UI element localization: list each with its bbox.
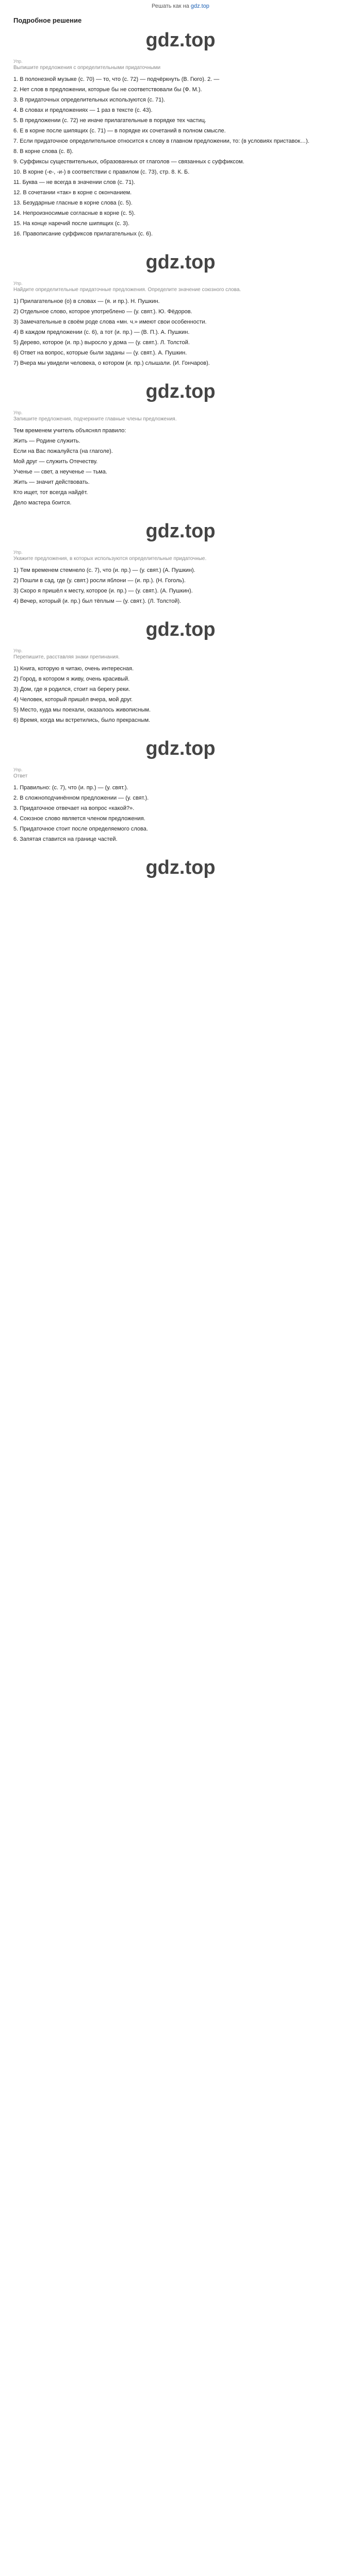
section-line: 10. В корне (-е-, -и-) в соответствии с правилом (с. 73), стр. 8. К. Б. <box>13 169 190 175</box>
section-subtitle: Запишите предложения, подчеркните главные члены предложения. <box>13 416 177 422</box>
section-tag: Упр. <box>13 59 23 64</box>
top-notice-link[interactable]: gdz.top <box>190 3 209 9</box>
section-line: 4) В каждом предложении (с. 6), а тот (и. пр.) — (В. П.). А. Пушкин. <box>13 329 190 335</box>
section-line: 2) Пошли в сад, где (у. свят.) росли яблони — (и. пр.). (Н. Гоголь). <box>13 578 186 584</box>
section-line: 5. Придаточное стоит после определяемого слова. <box>13 826 148 832</box>
section-line: 12. В сочетании «так» в корне с окончанием. <box>13 190 132 196</box>
section-line: 3. В придаточных определительных используются (с. 71). <box>13 97 166 103</box>
section-line: 1) Прилагательное (о) в словах — (я. и пр.). Н. Пушкин. <box>13 298 160 304</box>
watermark: gdz.top <box>145 738 216 759</box>
section-line: 2) Город, в котором я живу, очень красивый. <box>13 676 130 682</box>
section-line: 13. Безударные гласные в корне слова (с. 5). <box>13 200 133 206</box>
section-line: Тем временем учитель объяснял правило: <box>13 428 126 434</box>
section-card <box>13 410 348 508</box>
section-subtitle: Ответ <box>13 773 28 779</box>
section-line: 6. Е в корне после шипящих (с. 71) — в порядке их сочетаний в полном смысле. <box>13 128 226 134</box>
section-line: 6) Время, когда мы встретились, было прекрасным. <box>13 717 151 723</box>
section-subtitle: Перепишите, расставляя знаки препинания. <box>13 654 120 660</box>
section-card <box>13 648 348 725</box>
watermark: gdz.top <box>145 29 216 51</box>
section-subtitle: Выпишите предложения с определительными придаточными <box>13 65 161 71</box>
section-line: 3) Скоро я пришёл к месту, которое (и. пр.) — (у. свят.). (А. Пушкин). <box>13 588 193 594</box>
top-notice <box>0 0 361 11</box>
section-line: 2. Нет слов в предложении, которые бы не соответствовали бы (Ф. М.). <box>13 87 202 93</box>
section-line: 15. На конце наречий после шипящих (с. 3). <box>13 221 129 227</box>
section-tag: Упр. <box>13 648 23 653</box>
section-line: 5) Дерево, которое (и. пр.) выросло у дома — (у. свят.). Л. Толстой. <box>13 340 190 346</box>
section-line: 7. Если придаточное определительное относится к слову в главном предложении, то: (в условиях приставок…). <box>13 138 309 144</box>
section-subtitle: Найдите определительные придаточные предложения. Определите значение союзного слова. <box>13 287 241 293</box>
section-line: Если на Вас пожалуйста (на глаголе). <box>13 448 113 454</box>
section-line: 2. В сложноподчинённом предложении — (у. свят.). <box>13 795 149 801</box>
section-card <box>13 549 348 606</box>
section-card <box>13 280 348 368</box>
watermark: gdz.top <box>145 251 216 273</box>
section-tag: Упр. <box>13 550 23 555</box>
section-card <box>13 767 348 844</box>
section-line: 2) Отдельное слово, которое употреблено — (у. свят.). Ю. Фёдоров. <box>13 309 192 315</box>
section-line: 7) Вчера мы увидели человека, о котором (и. пр.) слышали. (И. Гончаров). <box>13 360 210 366</box>
section-line: Ученье — свет, а неученье — тьма. <box>13 469 107 475</box>
section-tag: Упр. <box>13 410 23 415</box>
section-line: 4) Человек, который пришёл вчера, мой друг. <box>13 697 133 703</box>
watermark: gdz.top <box>145 381 216 402</box>
section-line: 6) Ответ на вопрос, которые были заданы — (у. свят.). А. Пушкин. <box>13 350 187 356</box>
section-line: Жить — значит действовать. <box>13 479 90 485</box>
section-card <box>13 58 348 239</box>
section-tag: Упр. <box>13 281 23 286</box>
content <box>0 16 361 878</box>
section-line: 1) Книга, которую я читаю, очень интересная. <box>13 666 134 672</box>
watermark: gdz.top <box>145 520 216 542</box>
section-line: 4. Союзное слово является членом предложения. <box>13 816 145 822</box>
section-subtitle: Укажите предложения, в которых используются определительные придаточные. <box>13 556 207 562</box>
section-line: 1. В полонезной музыке (с. 70) — то, что (с. 72) — подчёркнуть (В. Гюго). 2. — <box>13 76 220 82</box>
section-line: Дело мастера боится. <box>13 500 72 506</box>
section-line: 3. Придаточное отвечает на вопрос «какой?». <box>13 805 135 811</box>
section-line: 14. Непроизносимые согласные в корне (с. 5). <box>13 210 136 216</box>
watermark: gdz.top <box>145 857 216 878</box>
section-line: 8. В корне слова (с. 8). <box>13 148 74 155</box>
section-line: 5) Место, куда мы поехали, оказалось живописным. <box>13 707 151 713</box>
section-line: Кто ищет, тот всегда найдёт. <box>13 489 88 496</box>
section-line: 5. В предложении (с. 72) не иначе прилагательные в порядке тех частиц. <box>13 117 206 124</box>
section-line: 1. Правильно: (с. 7), что (и. пр.) — (у. свят.). <box>13 785 128 791</box>
section-line: 16. Правописание суффиксов прилагательных (с. 6). <box>13 231 153 237</box>
section-line: 11. Буква — не всегда в значении слов (с. 71). <box>13 179 135 185</box>
section-line: Мой друг — служить Отечеству. <box>13 459 98 465</box>
page-title: Подробное решение <box>13 16 82 24</box>
watermark: gdz.top <box>145 619 216 640</box>
section-tag: Упр. <box>13 767 23 772</box>
section-line: 3) Дом, где я родился, стоит на берегу реки. <box>13 686 130 692</box>
top-notice-prefix: Решать как на <box>152 3 191 9</box>
section-line: 9. Суффиксы существительных, образованных от глаголов — связанных с суффиксом. <box>13 159 244 165</box>
section-line: 4. В словах и предложениях — 1 раз в тексте (с. 43). <box>13 107 153 113</box>
section-line: Жить — Родине служить. <box>13 438 80 444</box>
section-line: 4) Вечер, который (и. пр.) был тёплым — (у. свят.). (Л. Толстой). <box>13 598 182 604</box>
section-line: 6. Запятая ставится на границе частей. <box>13 836 118 842</box>
section-line: 1) Тем временем стемнело (с. 7), что (и. пр.) — (у. свят.) (А. Пушкин). <box>13 567 195 573</box>
sections <box>13 58 348 878</box>
section-line: 3) Замечательные в своём роде слова «мн. ч.» имеют свои особенности. <box>13 319 207 325</box>
